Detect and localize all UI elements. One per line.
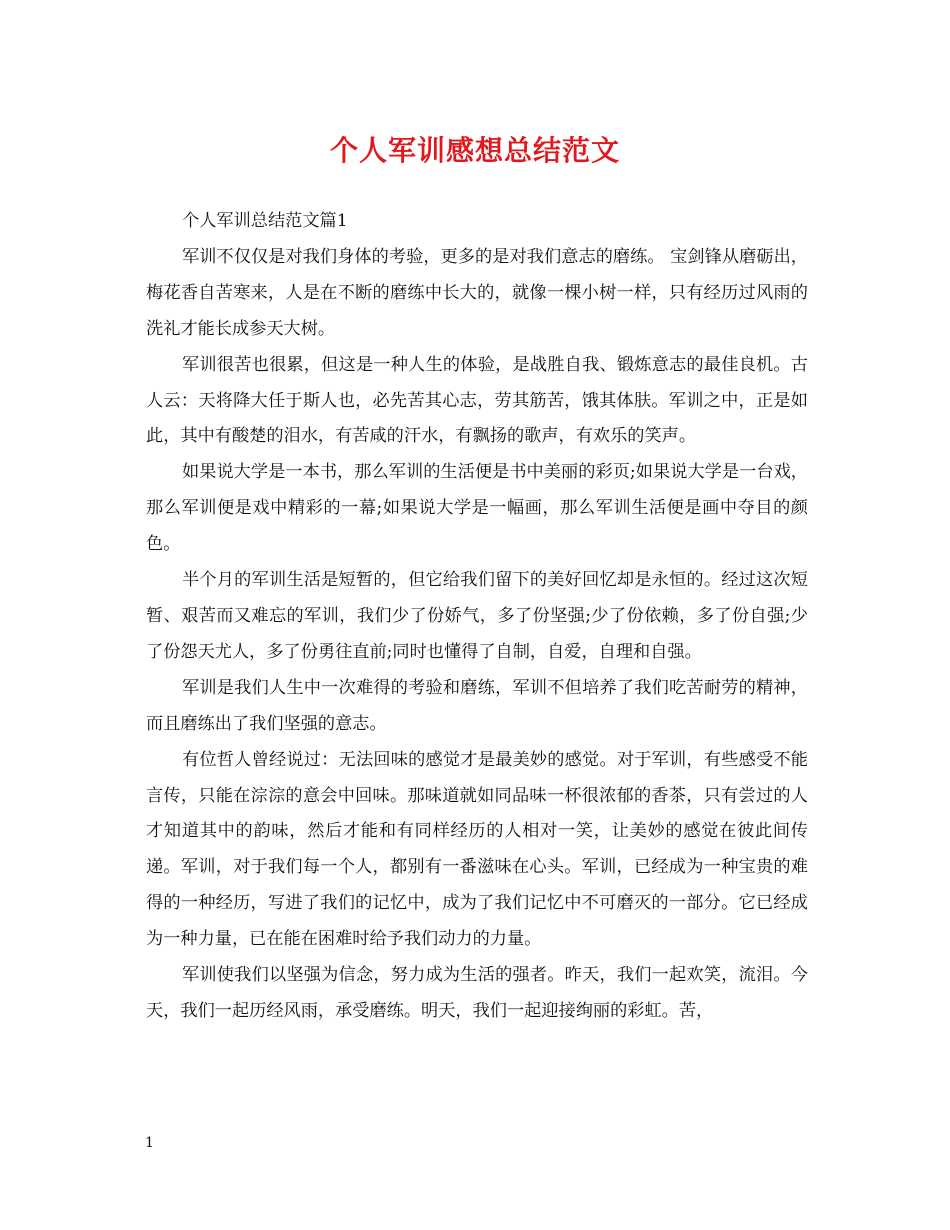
body-paragraph: 有位哲人曾经说过：无法回味的感觉才是最美妙的感觉。对于军训，有些感受不能言传，只能在淙淙的意会中回味。那味道就如同品味一杯很浓郁的香茶，只有尝过的人才知道其中的韵味，然后才能和有同样经历的人相对一笑，让美妙的感觉在彼此间传递。军训，对于我们每一个人，都别有一番滋味在心头。军训，已经成为一种宝贵的难得的一种经历，写进了我们的记忆中，成为了我们记忆中不可磨灭的一部分。它已经成为一种力量，已在能在困难时给予我们动力的力量。: [146, 749, 808, 950]
document-title: 个人军训感想总结范文: [329, 134, 620, 167]
body-paragraph: 军训是我们人生中一次难得的考验和磨练，军训不但培养了我们吃苦耐劳的精神，而且磨练出了我们坚强的意志。: [146, 677, 808, 734]
body-paragraph: 军训使我们以坚强为信念，努力成为生活的强者。昨天，我们一起欢笑，流泪。今天，我们一起历经风雨，承受磨练。明天，我们一起迎接绚丽的彩虹。苦，: [146, 965, 808, 1021]
document-body: [146, 204, 808, 1030]
body-paragraph: 半个月的军训生活是短暂的，但它给我们留下的美好回忆却是永恒的。经过这次短暂、艰苦而又难忘的军训，我们少了份娇气，多了份坚强;少了份依赖，多了份自强;少了份怨天尤人，多了份勇往直前;同时也懂得了自制，自爱，自理和自强。: [146, 570, 808, 662]
page-number: 1: [145, 1135, 154, 1151]
body-paragraph: 军训很苦也很累，但这是一种人生的体验，是战胜自我、锻炼意志的最佳良机。古人云：天将降大任于斯人也，必先苦其心志，劳其筋苦，饿其体肤。军训之中，正是如此，其中有酸楚的泪水，有苦咸的汗水，有飘扬的歌声，有欢乐的笑声。: [146, 354, 808, 447]
body-paragraph: 军训不仅仅是对我们身体的考验，更多的是对我们意志的磨练。 宝剑锋从磨砺出，梅花香自苦寒来，人是在不断的磨练中长大的，就像一棵小树一样，只有经历过风雨的洗礼才能长成参天大树。: [146, 246, 808, 339]
body-paragraph: 如果说大学是一本书，那么军训的生活便是书中美丽的彩页;如果说大学是一台戏，那么军训便是戏中精彩的一幕;如果说大学是一幅画，那么军训生活便是画中夺目的颜色。: [146, 462, 808, 555]
section-heading: 个人军训总结范文篇1: [182, 211, 348, 231]
